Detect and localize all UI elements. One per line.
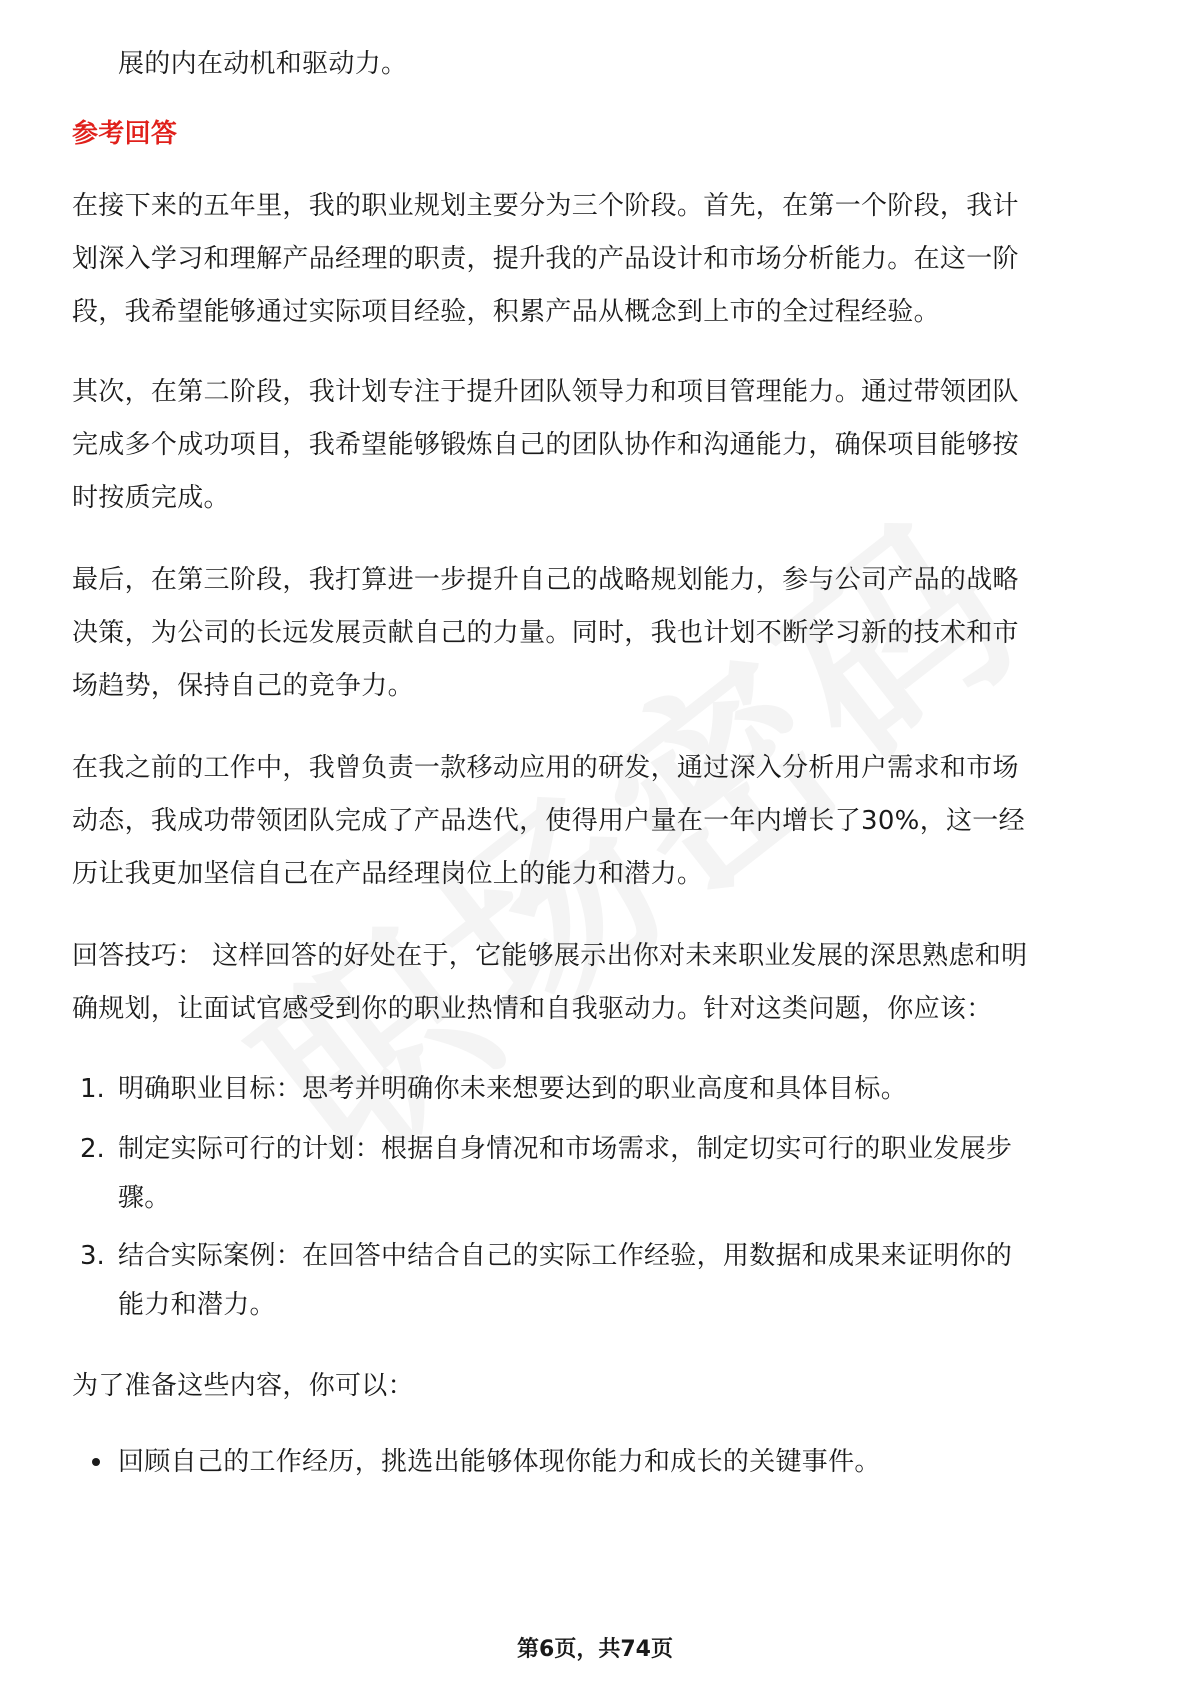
paragraph-4-line-2: 动态，我成功带领团队完成了产品迭代，使得用户量在一年内增长了30%，这一经 — [72, 806, 1025, 836]
paragraph-3-line-1: 最后，在第三阶段，我打算进一步提升自己的战略规划能力，参与公司产品的战略 — [72, 565, 1019, 595]
list-number-3: 3. — [80, 1241, 105, 1271]
list-item-2-line-1: 制定实际可行的计划：根据自身情况和市场需求，制定切实可行的职业发展步 — [118, 1134, 1013, 1164]
intro-tail-line: 展的内在动机和驱动力。 — [118, 49, 408, 79]
paragraph-2-line-2: 完成多个成功项目，我希望能够锻炼自己的团队协作和沟通能力，确保项目能够按 — [72, 430, 1019, 460]
paragraph-1-line-1: 在接下来的五年里，我的职业规划主要分为三个阶段。首先，在第一个阶段，我计 — [72, 191, 1019, 221]
list-item-2-line-2: 骤。 — [118, 1183, 171, 1213]
paragraph-4-line-1: 在我之前的工作中，我曾负责一款移动应用的研发，通过深入分析用户需求和市场 — [72, 753, 1019, 783]
paragraph-3-line-2: 决策，为公司的长远发展贡献自己的力量。同时，我也计划不断学习新的技术和市 — [72, 618, 1019, 648]
tips-line-2: 确规划，让面试官感受到你的职业热情和自我驱动力。针对这类问题，你应该： — [72, 994, 993, 1024]
prep-intro: 为了准备这些内容，你可以： — [72, 1371, 414, 1401]
bullet-item-1: 回顾自己的工作经历，挑选出能够体现你能力和成长的关键事件。 — [118, 1447, 881, 1477]
paragraph-1-line-2: 划深入学习和理解产品经理的职责，提升我的产品设计和市场分析能力。在这一阶 — [72, 244, 1019, 274]
list-item-3-line-1: 结合实际案例：在回答中结合自己的实际工作经验，用数据和成果来证明你的 — [118, 1241, 1013, 1271]
page-number-footer: 第6页，共74页 — [517, 1637, 673, 1662]
list-item-1-line-1: 明确职业目标：思考并明确你未来想要达到的职业高度和具体目标。 — [118, 1074, 908, 1104]
bullet-dot — [92, 1458, 100, 1466]
list-number-1: 1. — [80, 1074, 105, 1104]
list-item-3-line-2: 能力和潜力。 — [118, 1290, 276, 1320]
list-number-2: 2. — [80, 1134, 105, 1164]
tips-line-1: 回答技巧： 这样回答的好处在于，它能够展示出你对未来职业发展的深思熟虑和明 — [72, 941, 1028, 971]
paragraph-2-line-3: 时按质完成。 — [72, 483, 230, 513]
paragraph-4-line-3: 历让我更加坚信自己在产品经理岗位上的能力和潜力。 — [72, 859, 704, 889]
section-heading: 参考回答 — [72, 119, 178, 149]
paragraph-2-line-1: 其次，在第二阶段，我计划专注于提升团队领导力和项目管理能力。通过带领团队 — [72, 377, 1019, 407]
paragraph-1-line-3: 段，我希望能够通过实际项目经验，积累产品从概念到上市的全过程经验。 — [72, 297, 940, 327]
paragraph-3-line-3: 场趋势，保持自己的竞争力。 — [72, 671, 414, 701]
